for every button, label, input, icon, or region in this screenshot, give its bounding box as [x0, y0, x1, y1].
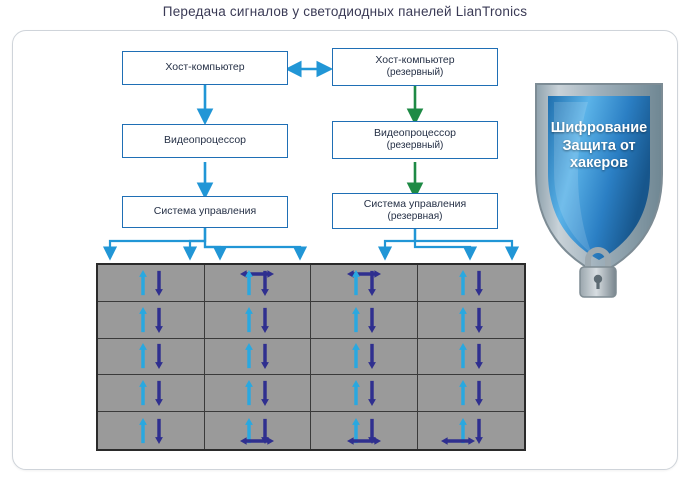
signal-arrows [138, 343, 163, 369]
led-panel-wall [96, 263, 526, 451]
horizontal-signal-arrow [441, 436, 475, 446]
node-video-processor-primary[interactable] [122, 124, 288, 158]
node-video-processor-primary-label: Видеопроцессор [163, 134, 247, 147]
signal-arrows [138, 418, 163, 444]
led-tile[interactable] [98, 265, 205, 302]
signal-arrows [351, 307, 376, 333]
led-tile[interactable] [205, 412, 312, 449]
lock-icon [576, 246, 620, 298]
signal-arrows [245, 343, 270, 369]
encryption-line-1: Шифрование [550, 120, 648, 136]
led-tile[interactable] [418, 339, 525, 376]
node-video-processor-backup-label: Видеопроцессор [373, 127, 457, 140]
encryption-badge [528, 78, 670, 308]
signal-arrows [458, 270, 483, 296]
node-host-backup[interactable] [332, 48, 498, 86]
node-host-primary-label: Хост-компьютер [165, 61, 245, 74]
encryption-line-3: хакеров [569, 155, 629, 172]
led-tile[interactable] [418, 375, 525, 412]
led-tile[interactable] [311, 265, 418, 302]
led-tile[interactable] [98, 339, 205, 376]
node-video-processor-backup-sublabel: (резервный) [386, 140, 444, 152]
signal-arrows [138, 270, 163, 296]
node-host-primary[interactable] [122, 51, 288, 85]
signal-arrows [245, 307, 270, 333]
node-video-processor-backup[interactable] [332, 121, 498, 159]
signal-arrows [458, 380, 483, 406]
signal-arrows [351, 380, 376, 406]
node-control-system-backup-label: Система управления [363, 198, 467, 211]
led-tile[interactable] [98, 302, 205, 339]
signal-arrows [351, 343, 376, 369]
led-tile[interactable] [418, 265, 525, 302]
node-control-system-backup-sublabel: (резервная) [387, 211, 443, 223]
led-tile[interactable] [418, 412, 525, 449]
led-tile[interactable] [311, 339, 418, 376]
node-control-system-primary[interactable] [122, 196, 288, 228]
led-tile[interactable] [205, 339, 312, 376]
node-host-backup-label: Хост-компьютер [375, 54, 455, 67]
horizontal-signal-arrow [347, 436, 381, 446]
node-control-system-primary-label: Система управления [153, 205, 257, 218]
signal-arrows [458, 343, 483, 369]
signal-arrows [351, 270, 376, 296]
led-tile[interactable] [205, 302, 312, 339]
led-tile[interactable] [98, 412, 205, 449]
signal-arrows [138, 307, 163, 333]
led-tile[interactable] [418, 302, 525, 339]
signal-arrows [245, 270, 270, 296]
led-tile[interactable] [98, 375, 205, 412]
led-tile[interactable] [311, 412, 418, 449]
led-tile[interactable] [311, 302, 418, 339]
signal-arrows [245, 380, 270, 406]
signal-arrows [138, 380, 163, 406]
node-host-backup-sublabel: (резервный) [386, 67, 444, 79]
led-tile[interactable] [205, 265, 312, 302]
page-title: Передача сигналов у светодиодных панелей LianTronics [162, 4, 528, 19]
horizontal-signal-arrow [240, 436, 274, 446]
signal-arrows [458, 307, 483, 333]
encryption-line-2: Защита от [562, 137, 636, 154]
node-control-system-backup[interactable] [332, 193, 498, 229]
led-tile[interactable] [205, 375, 312, 412]
led-tile[interactable] [311, 375, 418, 412]
